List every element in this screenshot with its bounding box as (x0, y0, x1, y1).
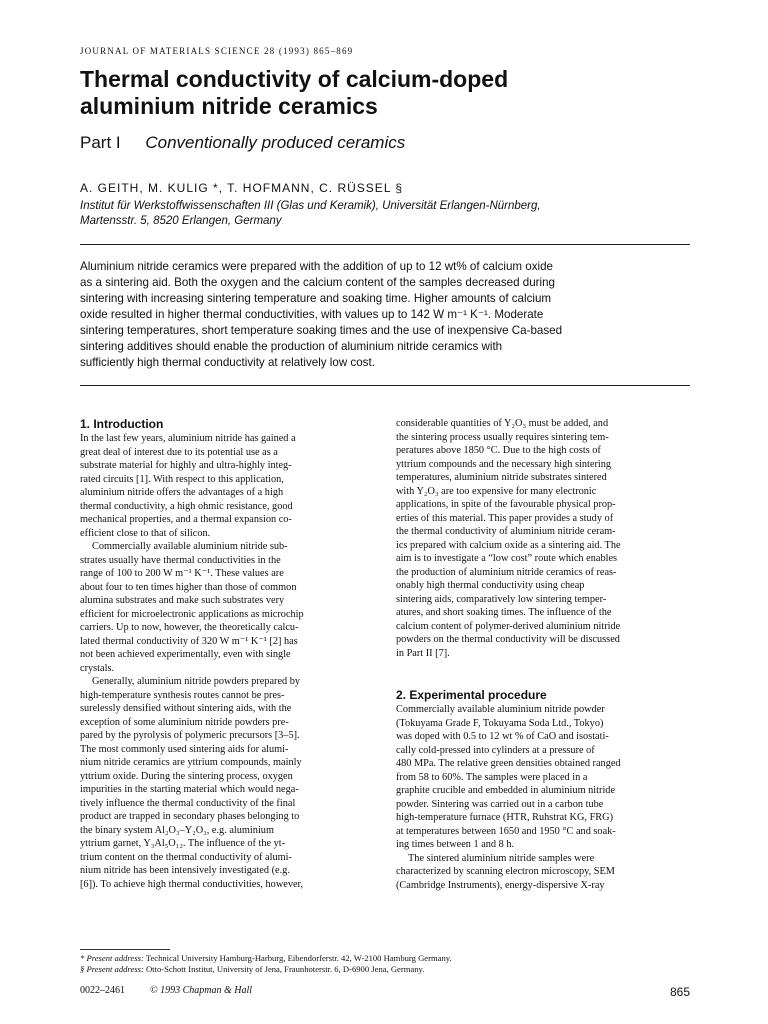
text-line: graphite crucible and embedded in aluminium nitride (396, 785, 616, 796)
abstract-line: as a sintering aid. Both the oxygen and the calcium content of the samples decreased during (80, 276, 555, 289)
copyright: © 1993 Chapman & Hall (150, 985, 253, 996)
text-line: tively influence the thermal conductivity of the final (80, 797, 296, 809)
text-line: aim is to investigate a “low cost” route which enables (396, 553, 618, 564)
footnote-1-label: * Present address: (80, 953, 144, 963)
intro-paragraph-3-continued (396, 417, 692, 660)
text-line: erties of this material. This paper provides a study of (396, 512, 614, 524)
abstract-line: sufficiently high thermal conductivity at relatively low cost. (80, 356, 375, 369)
text-line: lated thermal conductivity of 320 W m⁻¹ K⁻¹ [2] has (80, 635, 298, 647)
text-line: (Tokuyama Grade F, Tokuyama Soda Ltd., Tokyo) (396, 717, 604, 729)
text-line: Commercially available aluminium nitride powder (396, 704, 605, 715)
text-line: high-temperature synthesis routes cannot be pres- (80, 689, 285, 701)
text-line: great deal of interest due to its potential use as a (80, 446, 278, 458)
affiliation (80, 199, 700, 229)
journal-running-header: JOURNAL OF MATERIALS SCIENCE 28 (1993) 865–869 (80, 46, 354, 56)
part-subtitle: Conventionally produced ceramics (145, 133, 406, 152)
abstract-line: Aluminium nitride ceramics were prepared with the addition of up to 12 wt% of calcium oxide (80, 260, 553, 273)
text-line: peratures above 1850 °C. Due to the high costs of (396, 445, 601, 456)
text-line: trium content on the thermal conductivity of alumi- (80, 851, 292, 863)
text-line: ing times between 1 and 8 h. (396, 839, 515, 850)
section-heading-experimental: 2. Experimental procedure (396, 688, 547, 702)
text-line: thermal conductivity, a high ohmic resistance, good (80, 500, 293, 512)
text-line: alumina substrates and make such substrates very (80, 595, 285, 606)
author-list: A. GEITH, M. KULIG *, T. HOFMANN, C. RÜSSEL § (80, 181, 404, 195)
abstract-top-divider (80, 244, 690, 245)
title-line-1: Thermal conductivity of calcium-doped (80, 66, 509, 92)
text-line: yttrium oxide. During the sintering process, oxygen (80, 770, 293, 782)
text-line: with Y₂O₃ are too expensive for many electronic (396, 485, 597, 497)
text-line: not been achieved experimentally, even with single (80, 649, 291, 660)
text-line: In the last few years, aluminium nitride has gained a (80, 433, 296, 444)
text-line: yttrium garnet, Y₃Al₅O₁₂. The influence of the yt- (80, 838, 286, 849)
footnote-divider (80, 949, 170, 950)
text-line: considerable quantities of Y₂O₃ must be added, and (396, 418, 609, 429)
abstract-line: sintering temperatures, short temperature soaking times and the use of inexpensive Ca-based (80, 324, 563, 337)
text-line: the thermal conductivity of aluminium nitride ceram- (396, 526, 616, 537)
text-line: surelessly densified without sintering aids, with the (80, 703, 292, 714)
text-line: powders on the thermal conductivity will be discussed (396, 634, 620, 645)
article-part (80, 133, 405, 153)
text-line: crystals. (80, 662, 115, 674)
text-line: characterized by scanning electron microscopy, SEM (396, 866, 615, 877)
text-line: Commercially available aluminium nitride sub- (92, 541, 288, 552)
text-line: rated circuits [1]. With respect to this application, (80, 473, 284, 485)
text-line: yttrium compounds and the necessary high sintering (396, 458, 612, 470)
text-line: aluminium nitride offers the advantages of a high (80, 487, 284, 498)
footnote-1 (80, 953, 690, 964)
text-line: high-temperature furnace (HTR, Ruhstrat KG, FRG) (396, 812, 614, 823)
text-line: the sintering process usually requires sintering tem- (396, 431, 609, 443)
text-line: efficient for microelectronic applications as microchip (80, 608, 304, 620)
affiliation-line-1: Institut für Werkstoffwissenschaften III (Glas und Keramik), Universität Erlangen-Nürnberg, (80, 200, 541, 212)
text-line: powder. Sintering was carried out in a carbon tube (396, 798, 604, 810)
affiliation-line-2: Martensstr. 5, 8520 Erlangen, Germany (80, 215, 282, 227)
text-line: Generally, aluminium nitride powders prepared by (92, 676, 301, 687)
text-line: exception of some aluminium nitride powders pre- (80, 716, 289, 728)
text-line: the binary system Al₂O₃–Y₂O₃, e.g. aluminium (80, 824, 274, 836)
text-line: range of 100 to 200 W m⁻¹ K⁻¹. These values are (80, 568, 284, 579)
text-line: at temperatures between 1650 and 1950 °C and soak- (396, 825, 616, 837)
title-line-2: aluminium nitride ceramics (80, 93, 378, 119)
right-column (396, 417, 692, 892)
text-line: temperatures, aluminium nitride substrates sintered (396, 472, 607, 483)
footnote-2-label: § Present address: (80, 964, 144, 974)
text-line: pared by the pyrolysis of polymeric precursors [3–5]. (80, 730, 300, 741)
text-line: from 58 to 60%. The samples were placed in a (396, 771, 588, 783)
text-line: about four to ten times higher than those of common (80, 581, 297, 593)
text-line: atures, and short soaking times. The influence of the (396, 607, 612, 618)
left-column (80, 417, 376, 891)
text-line: sintering aids, comparatively low sintering temper- (396, 593, 607, 605)
text-line: substrate material for highly and ultra-highly integ- (80, 460, 292, 471)
text-line: product are trapped in secondary phases belonging to (80, 811, 300, 822)
text-line: impurities in the starting material which would nega- (80, 784, 299, 795)
text-line: was doped with 0.5 to 12 wt % of CaO and isostati- (396, 731, 609, 742)
section-heading-introduction: 1. Introduction (80, 417, 164, 431)
text-line: ics prepared with calcium oxide as a sintering aid. The (396, 539, 621, 551)
text-line: carriers. Up to now, however, the theoretically calcu- (80, 622, 299, 633)
article-title (80, 66, 700, 120)
text-line: The sintered aluminium nitride samples were (408, 852, 595, 864)
text-line: in Part II [7]. (396, 647, 450, 659)
text-line: nium nitride ceramics are yttrium compounds, mainly (80, 757, 302, 768)
footnotes (80, 953, 690, 975)
abstract-line: oxide resulted in higher thermal conductivities, with values up to 142 W m⁻¹ K⁻¹. Moderate (80, 308, 544, 321)
abstract-line: sintering with increasing sintering temperature and soaking time. Higher amounts of calcium (80, 292, 552, 305)
intro-paragraph-3 (80, 675, 376, 891)
abstract-line: sintering additives should enable the production of aluminium nitride ceramics with (80, 340, 503, 353)
text-line: the production of aluminium nitride ceramics of reas- (396, 566, 617, 578)
text-line: applications, in spite of the favourable physical prop- (396, 499, 616, 510)
text-line: nium nitride has been intensively investigated (e.g. (80, 865, 290, 876)
abstract-bottom-divider (80, 385, 690, 386)
text-line: efficient close to that of silicon. (80, 527, 211, 539)
footnote-2 (80, 964, 690, 975)
abstract (80, 259, 690, 371)
text-line: The most commonly used sintering aids for alumi- (80, 743, 289, 755)
experimental-paragraph-2 (396, 852, 692, 893)
footnote-2-text: Otto-Schott Institut, University of Jena, Fraunhoterstr. 6, D-6900 Jena, Germany. (143, 964, 425, 974)
text-line: onably high thermal conductivity using cheap (396, 580, 585, 591)
text-line: mechanical properties, and a thermal expansion co- (80, 514, 292, 525)
page-number: 865 (669, 985, 690, 999)
text-line: [6]). To achieve high thermal conductivities, however, (80, 878, 304, 890)
text-line: cally cold-pressed into cylinders at a pressure of (396, 744, 595, 756)
text-line: calcium content of polymer-derived aluminium nitride (396, 620, 621, 632)
text-line: (Cambridge Instruments), energy-dispersive X-ray (396, 879, 605, 891)
experimental-paragraph-1 (396, 703, 692, 852)
footnote-1-text: Technical University Hamburg-Harburg, Eibendorferstr. 42, W-2100 Hamburg Germany. (143, 953, 452, 963)
issn: 0022–2461 (80, 985, 125, 996)
intro-paragraph-2 (80, 540, 376, 675)
text-line: strates usually have thermal conductivities in the (80, 554, 281, 566)
intro-paragraph-1 (80, 432, 376, 540)
text-line: 480 MPa. The relative green densities obtained ranged (396, 758, 621, 769)
part-label: Part I (80, 133, 121, 152)
